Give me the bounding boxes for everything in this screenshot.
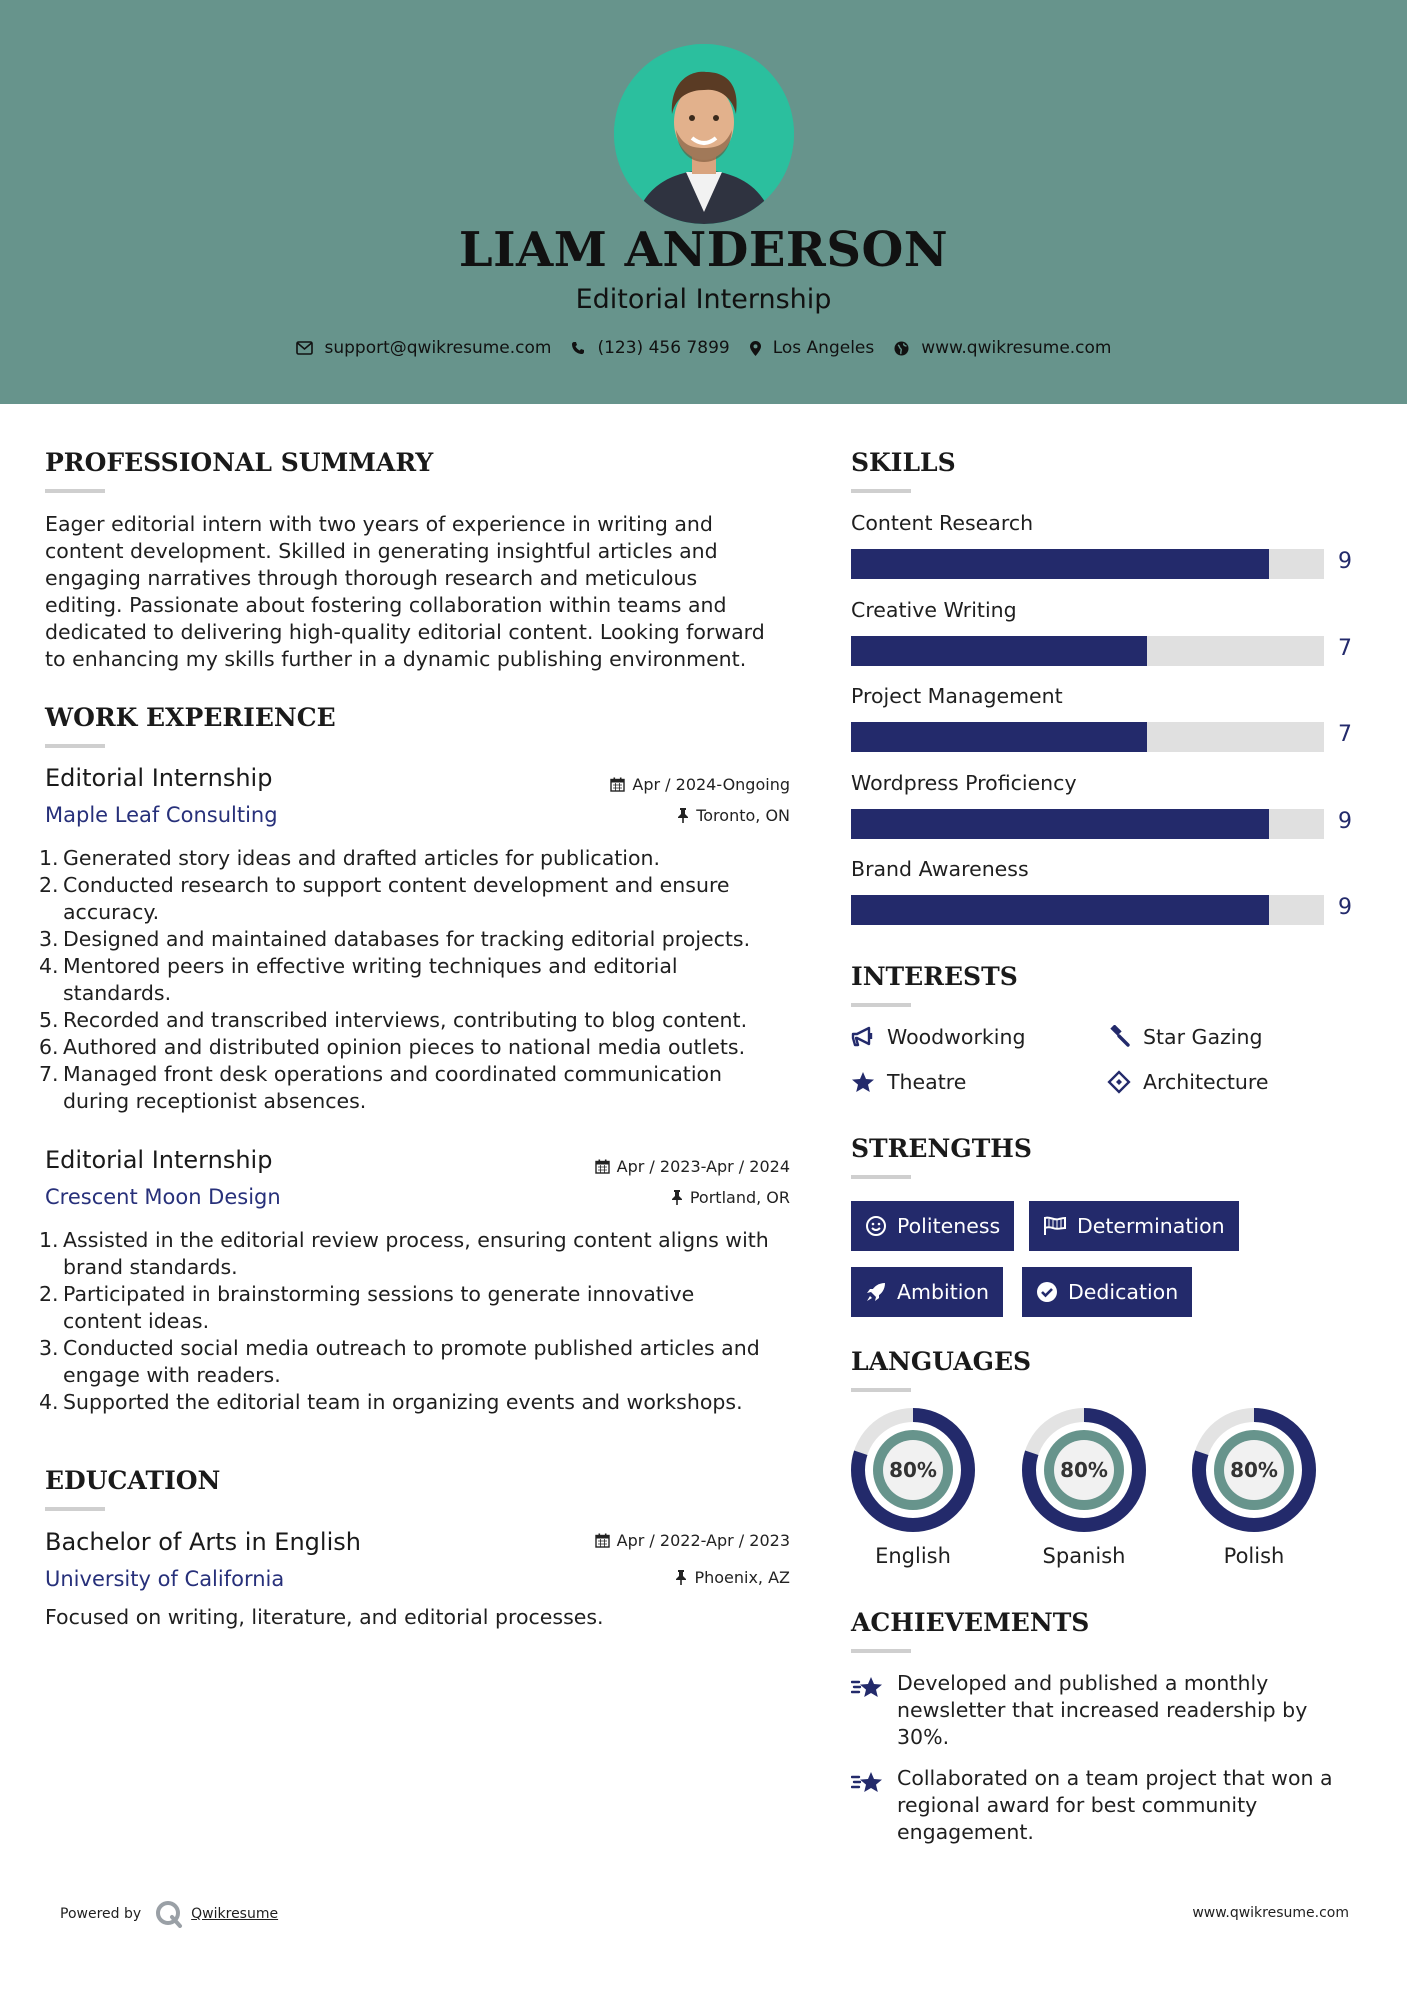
pin-icon <box>677 808 689 823</box>
skill-value: 9 <box>1338 808 1352 834</box>
job-date-text: Apr / 2023-Apr / 2024 <box>616 1157 790 1176</box>
job-date <box>610 775 790 794</box>
globe-icon <box>894 341 909 356</box>
skills-heading: SKILLS <box>851 448 956 477</box>
list-item <box>39 872 785 926</box>
achievement-text <box>897 1765 1333 1846</box>
language-item <box>1192 1408 1316 1568</box>
megaphone-icon <box>851 1026 875 1048</box>
list-item <box>39 1061 785 1115</box>
footer-powered-by <box>60 1900 278 1928</box>
summary-line: to enhancing my skills further in a dynamic publishing environment. <box>45 647 747 671</box>
education-location-text: Phoenix, AZ <box>694 1568 790 1587</box>
achievement-text <box>897 1670 1307 1751</box>
contact-phone-text: (123) 456 7899 <box>597 338 730 358</box>
strength-badge <box>1029 1201 1239 1251</box>
profile-photo <box>614 44 794 224</box>
achievement-line: 30%. <box>897 1725 950 1749</box>
skill-bar-fill <box>851 722 1147 752</box>
skill-bar-fill <box>851 549 1269 579</box>
job-company: Crescent Moon Design <box>45 1185 281 1209</box>
skill-name: Project Management <box>851 684 1063 708</box>
skill-bar-track <box>851 636 1324 666</box>
language-donut <box>1022 1408 1146 1532</box>
job-company: Maple Leaf Consulting <box>45 803 278 827</box>
list-item-number: 2. <box>39 1282 59 1306</box>
star-icon <box>851 1071 875 1093</box>
list-item-line: Mentored peers in effective writing techniques and editorial <box>63 954 678 978</box>
resume-header <box>0 0 1407 404</box>
calendar-icon <box>595 1533 610 1548</box>
achievement-line: newsletter that increased readership by <box>897 1698 1308 1722</box>
list-item <box>39 953 785 1007</box>
skill-value: 9 <box>1338 549 1352 574</box>
list-item-line: during receptionist absences. <box>63 1089 367 1113</box>
list-item-line: Generated story ideas and drafted articles for publication. <box>63 846 661 870</box>
interest-item <box>851 1025 1025 1049</box>
education-date <box>595 1531 790 1550</box>
list-item <box>39 926 785 953</box>
pin-icon <box>671 1190 683 1205</box>
interests-heading: INTERESTS <box>851 962 1018 991</box>
job-title: Editorial Internship <box>45 764 273 792</box>
skill-bar-fill <box>851 636 1147 666</box>
achievement-line: regional award for best community <box>897 1793 1258 1817</box>
list-item <box>39 1281 785 1335</box>
skill-bar-fill <box>851 895 1269 925</box>
languages-heading: LANGUAGES <box>851 1347 1032 1376</box>
contact-website[interactable] <box>894 338 1111 358</box>
education-divider <box>45 1507 105 1511</box>
list-item-line: content ideas. <box>63 1309 210 1333</box>
skill-value: 9 <box>1338 895 1352 920</box>
contact-email-text: support@qwikresume.com <box>324 338 552 358</box>
education-location <box>675 1568 790 1587</box>
list-item-number: 4. <box>39 1390 59 1414</box>
list-item-line: Designed and maintained databases for tracking editorial projects. <box>63 927 751 951</box>
list-item-line: Recorded and transcribed interviews, contributing to blog content. <box>63 1008 748 1032</box>
strength-label: Ambition <box>897 1280 989 1304</box>
language-item <box>1022 1408 1146 1568</box>
contact-website-text: www.qwikresume.com <box>921 338 1112 358</box>
school-name: University of California <box>45 1567 285 1591</box>
list-item-number: 1. <box>39 846 59 870</box>
list-item-line: Authored and distributed opinion pieces to national media outlets. <box>63 1035 746 1059</box>
interest-label: Star Gazing <box>1143 1025 1263 1049</box>
skill-name: Brand Awareness <box>851 857 1029 881</box>
interest-label: Theatre <box>887 1070 967 1094</box>
qwikresume-logo-icon <box>155 1900 183 1928</box>
calendar-icon <box>610 777 625 792</box>
list-item <box>39 1335 785 1389</box>
envelope-icon <box>296 341 313 355</box>
footer-url[interactable]: www.qwikresume.com <box>1192 1905 1349 1921</box>
achievements-divider <box>851 1649 911 1653</box>
calendar-icon <box>595 1159 610 1174</box>
language-item <box>851 1408 975 1568</box>
brand-link[interactable]: Qwikresume <box>191 1906 279 1922</box>
list-item-number: 2. <box>39 873 59 897</box>
job-title: Editorial Internship <box>45 1146 273 1174</box>
candidate-name: LIAM ANDERSON <box>458 222 949 278</box>
skills-divider <box>851 489 911 493</box>
summary-line: content development. Skilled in generating insightful articles and <box>45 539 718 563</box>
languages-divider <box>851 1388 911 1392</box>
achievement-item <box>851 1670 1307 1751</box>
list-item <box>39 1389 785 1416</box>
phone-icon <box>571 341 585 355</box>
skill-value: 7 <box>1338 635 1352 661</box>
job-location-text: Toronto, ON <box>696 806 790 825</box>
list-item-line: brand standards. <box>63 1255 238 1279</box>
strength-label: Determination <box>1077 1214 1225 1238</box>
list-item-line: Conducted research to support content development and ensure <box>63 873 730 897</box>
achievement-line: engagement. <box>897 1820 1034 1844</box>
job-date-text: Apr / 2024-Ongoing <box>632 775 790 794</box>
rocket-icon <box>865 1281 887 1303</box>
interest-item <box>1107 1070 1269 1094</box>
summary-heading: PROFESSIONAL SUMMARY <box>45 448 434 477</box>
flag-icon <box>1043 1216 1067 1236</box>
summary-line: engaging narratives through thorough research and meticulous <box>45 566 698 590</box>
contact-location-text: Los Angeles <box>772 338 875 358</box>
interests-divider <box>851 1003 911 1007</box>
strength-label: Dedication <box>1068 1280 1179 1304</box>
summary-text <box>45 511 765 673</box>
achievements-heading: ACHIEVEMENTS <box>851 1608 1090 1637</box>
candidate-title: Editorial Internship <box>575 284 832 315</box>
map-marker-icon <box>750 341 761 356</box>
education-heading: EDUCATION <box>45 1466 221 1495</box>
list-item-line: accuracy. <box>63 900 160 924</box>
skill-bar-track <box>851 549 1324 579</box>
education-date-text: Apr / 2022-Apr / 2023 <box>616 1531 790 1550</box>
language-name: English <box>875 1544 951 1568</box>
check-circle-icon <box>1036 1281 1058 1303</box>
list-item <box>39 1034 785 1061</box>
list-item <box>39 1227 785 1281</box>
contact-bar <box>0 338 1407 358</box>
skill-name: Wordpress Proficiency <box>851 770 1077 795</box>
contact-email[interactable] <box>296 338 552 358</box>
strength-badge <box>851 1201 1014 1251</box>
list-item-number: 5. <box>39 1008 59 1032</box>
experience-divider <box>45 744 105 748</box>
list-item-line: standards. <box>63 981 172 1005</box>
contact-location <box>750 338 875 358</box>
pin-icon <box>675 1570 687 1585</box>
language-percent: 80% <box>1230 1458 1278 1482</box>
skill-name: Creative Writing <box>851 597 1017 622</box>
language-percent: 80% <box>1060 1458 1108 1482</box>
strengths-divider <box>851 1175 911 1179</box>
gavel-icon <box>1107 1025 1131 1049</box>
list-item-number: 6. <box>39 1035 59 1059</box>
job-location <box>671 1188 790 1207</box>
achievement-line: Developed and published a monthly <box>897 1671 1269 1695</box>
skill-bar-fill <box>851 809 1269 839</box>
skill-bar-track <box>851 895 1324 925</box>
list-item-line: Managed front desk operations and coordinated communication <box>63 1062 723 1086</box>
education-description: Focused on writing, literature, and editorial processes. <box>45 1605 604 1629</box>
job-location <box>677 806 790 825</box>
summary-line: dedicated to delivering high-quality editorial content. Looking forward <box>45 620 765 644</box>
list-item-number: 1. <box>39 1228 59 1252</box>
list-item-number: 3. <box>39 1336 59 1360</box>
job-duties <box>39 1227 785 1416</box>
strengths-heading: STRENGTHS <box>851 1134 1032 1163</box>
job-duties <box>39 845 785 1115</box>
achievement-line: Collaborated on a team project that won a <box>897 1766 1333 1790</box>
strength-badge <box>851 1267 1003 1317</box>
smile-icon <box>865 1215 887 1237</box>
list-item-number: 4. <box>39 954 59 978</box>
job-date <box>595 1157 790 1176</box>
language-donut <box>851 1408 975 1532</box>
experience-heading: WORK EXPERIENCE <box>45 703 336 732</box>
list-item-line: Assisted in the editorial review process, ensuring content aligns with <box>63 1228 769 1252</box>
list-item-line: engage with readers. <box>63 1363 281 1387</box>
job-location-text: Portland, OR <box>689 1188 790 1207</box>
summary-line: Eager editorial intern with two years of experience in writing and <box>45 512 713 536</box>
award-star-icon <box>851 1674 885 1702</box>
contact-phone[interactable] <box>571 338 729 358</box>
achievement-item <box>851 1765 1333 1846</box>
award-star-icon <box>851 1769 885 1797</box>
summary-line: editing. Passionate about fostering collaboration within teams and <box>45 593 727 617</box>
interest-label: Woodworking <box>887 1025 1026 1049</box>
ticket-icon <box>1107 1070 1131 1094</box>
language-name: Spanish <box>1042 1544 1126 1568</box>
list-item-number: 3. <box>39 927 59 951</box>
strength-badge <box>1022 1267 1192 1317</box>
list-item-line: Conducted social media outreach to promote published articles and <box>63 1336 760 1360</box>
summary-divider <box>45 489 105 493</box>
list-item-line: Participated in brainstorming sessions to generate innovative <box>63 1282 695 1306</box>
skill-value: 7 <box>1338 722 1352 747</box>
skill-bar-track <box>851 722 1324 752</box>
degree-title: Bachelor of Arts in English <box>45 1528 361 1556</box>
powered-by-text: Powered by <box>60 1906 142 1922</box>
list-item-line: Supported the editorial team in organizing events and workshops. <box>63 1390 743 1414</box>
strength-label: Politeness <box>897 1214 1001 1238</box>
list-item <box>39 1007 785 1034</box>
language-donut <box>1192 1408 1316 1532</box>
list-item-number: 7. <box>39 1062 59 1086</box>
interest-item <box>1107 1025 1262 1049</box>
list-item <box>39 845 785 872</box>
interest-label: Architecture <box>1143 1070 1269 1094</box>
language-percent: 80% <box>889 1458 937 1482</box>
skill-name: Content Research <box>851 511 1034 535</box>
skill-bar-track <box>851 809 1324 839</box>
language-name: Polish <box>1223 1544 1285 1568</box>
interest-item <box>851 1070 966 1094</box>
